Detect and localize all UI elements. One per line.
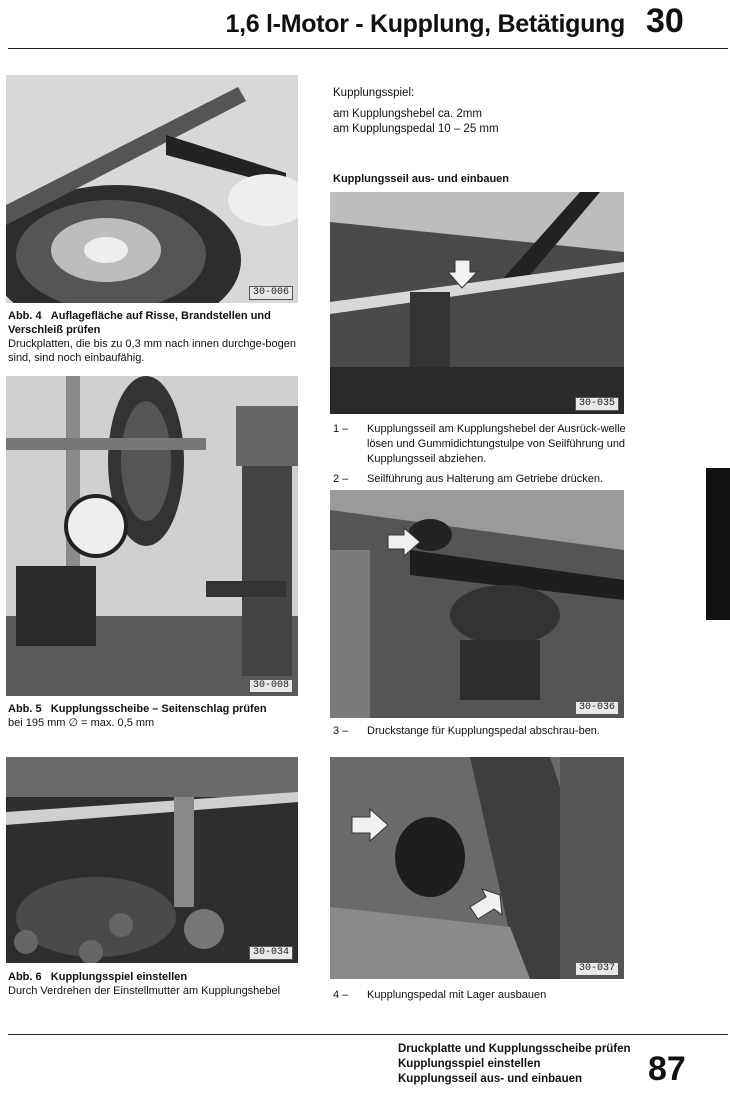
clutch-play-heading: Kupplungsspiel: — [333, 87, 415, 99]
chapter-number: 30 — [646, 2, 684, 40]
step-text: Seilführung aus Halterung am Getriebe drücken. — [367, 473, 604, 485]
figure-label: 30-034 — [249, 946, 293, 960]
caption-title: Auflagefläche auf Risse, Brandstellen und Verschleiß prüfen — [8, 310, 271, 336]
chapter-thumb-tab — [706, 468, 730, 620]
step-number: 2 – — [333, 473, 349, 485]
figure-label: 30-006 — [249, 286, 293, 300]
caption-abb-number: Abb. 5 — [8, 703, 42, 715]
step-number: 3 – — [333, 725, 349, 737]
footer-topic-1: Druckplatte und Kupplungsscheibe prüfen — [398, 1043, 631, 1055]
clutch-play-lever: am Kupplungshebel ca. 2mm — [333, 108, 482, 120]
step-number: 1 – — [333, 423, 349, 435]
photo-push-rod — [330, 490, 624, 718]
photo-pedal-bearing — [330, 757, 624, 979]
step-number: 4 – — [333, 989, 349, 1001]
step-4 — [333, 988, 633, 1003]
caption-abb4 — [8, 309, 298, 365]
caption-abb-number: Abb. 6 — [8, 971, 42, 983]
step-2 — [333, 472, 633, 487]
caption-text: bei 195 mm ∅ = max. 0,5 mm — [8, 717, 155, 729]
page-number: 87 — [648, 1050, 686, 1088]
figure-label: 30-036 — [575, 701, 619, 715]
caption-title: Kupplungsspiel einstellen — [50, 971, 188, 983]
photo-cable-lever — [330, 192, 624, 414]
photo-pressure-plate — [6, 75, 298, 303]
figure-label: 30-008 — [249, 679, 293, 693]
header-rule — [8, 48, 728, 49]
footer-rule — [8, 1034, 728, 1035]
figure-label: 30-035 — [575, 397, 619, 411]
photo-clutch-lever — [6, 757, 298, 963]
figure-label: 30-037 — [575, 962, 619, 976]
section-heading: Kupplungsseil aus- und einbauen — [333, 173, 510, 185]
step-3 — [333, 724, 633, 739]
footer-topic-2: Kupplungsspiel einstellen — [398, 1058, 541, 1070]
caption-abb6 — [8, 970, 328, 998]
step-text: Kupplungsseil am Kupplungshebel der Ausrück-welle lösen und Gummidichtungstulpe von Seilführung und Kupplungsseil abziehen. — [367, 423, 626, 465]
footer-topic-3: Kupplungsseil aus- und einbauen — [398, 1073, 583, 1085]
page-title: 1,6 l-Motor - Kupplung, Betätigung — [225, 10, 625, 38]
footer-topics — [398, 1042, 631, 1087]
step-1 — [333, 422, 633, 467]
clutch-play-pedal: am Kupplungspedal 10 – 25 mm — [333, 123, 499, 135]
caption-text: Durch Verdrehen der Einstellmutter am Kupplungshebel — [8, 985, 281, 997]
caption-abb-number: Abb. 4 — [8, 310, 42, 322]
step-text: Druckstange für Kupplungspedal abschrau-ben. — [367, 725, 600, 737]
clutch-play-block — [333, 86, 633, 137]
caption-text: Druckplatten, die bis zu 0,3 mm nach innen durchge-bogen sind, sind noch einbaufähig. — [8, 338, 297, 364]
step-text: Kupplungspedal mit Lager ausbauen — [367, 989, 547, 1001]
photo-runout-check — [6, 376, 298, 696]
caption-title: Kupplungsscheibe – Seitenschlag prüfen — [50, 703, 267, 715]
caption-abb5 — [8, 702, 298, 730]
